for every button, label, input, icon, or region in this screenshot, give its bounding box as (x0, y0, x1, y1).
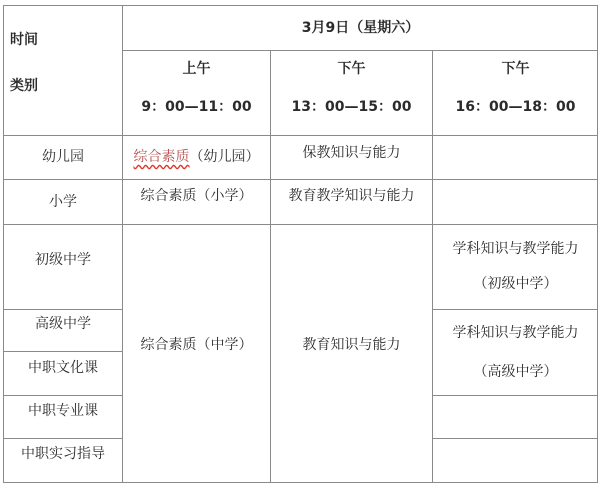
category-senior-middle: 高级中学 (35, 315, 91, 332)
category-kindergarten: 幼儿园 (42, 149, 84, 166)
row-label-category: 类别 (10, 77, 38, 94)
kindergarten-afternoon1: 保教知识与能力 (302, 144, 401, 161)
kindergarten-morning-cell (123, 136, 270, 179)
session-3-period: 下午 (501, 60, 530, 77)
session-3-time: 16：00—18：00 (455, 98, 576, 115)
junior-subject-scope: （初级中学） (473, 276, 558, 292)
category-primary: 小学 (49, 193, 77, 210)
middle-morning: 综合素质（中学） (140, 336, 253, 353)
row-label-time: 时间 (10, 31, 38, 48)
session-2-period: 下午 (337, 60, 366, 77)
date-title: 3月9日（星期六） (301, 19, 420, 36)
kindergarten-morning-subject: 综合素质 (133, 149, 190, 166)
session-1-period: 上午 (182, 60, 211, 77)
junior-subject-cell (433, 225, 598, 309)
senior-subject-cell (433, 310, 598, 395)
primary-morning: 综合素质（小学） (140, 187, 253, 204)
junior-subject-title: 学科知识与教学能力 (452, 241, 579, 258)
primary-afternoon1: 教育教学知识与能力 (288, 187, 415, 204)
session-2-time: 13：00—15：00 (291, 98, 412, 115)
kindergarten-morning-scope: （幼儿园） (189, 149, 260, 166)
category-vocational-culture: 中职文化课 (28, 359, 98, 376)
senior-subject-title: 学科知识与教学能力 (452, 324, 579, 341)
category-vocational-specialty: 中职专业课 (28, 402, 98, 419)
session-1-time: 9：00—11：00 (141, 98, 252, 115)
category-junior-middle: 初级中学 (35, 251, 91, 268)
senior-subject-scope: （高级中学） (473, 363, 558, 380)
middle-afternoon1: 教育知识与能力 (302, 336, 401, 353)
category-vocational-internship: 中职实习指导 (21, 445, 105, 462)
